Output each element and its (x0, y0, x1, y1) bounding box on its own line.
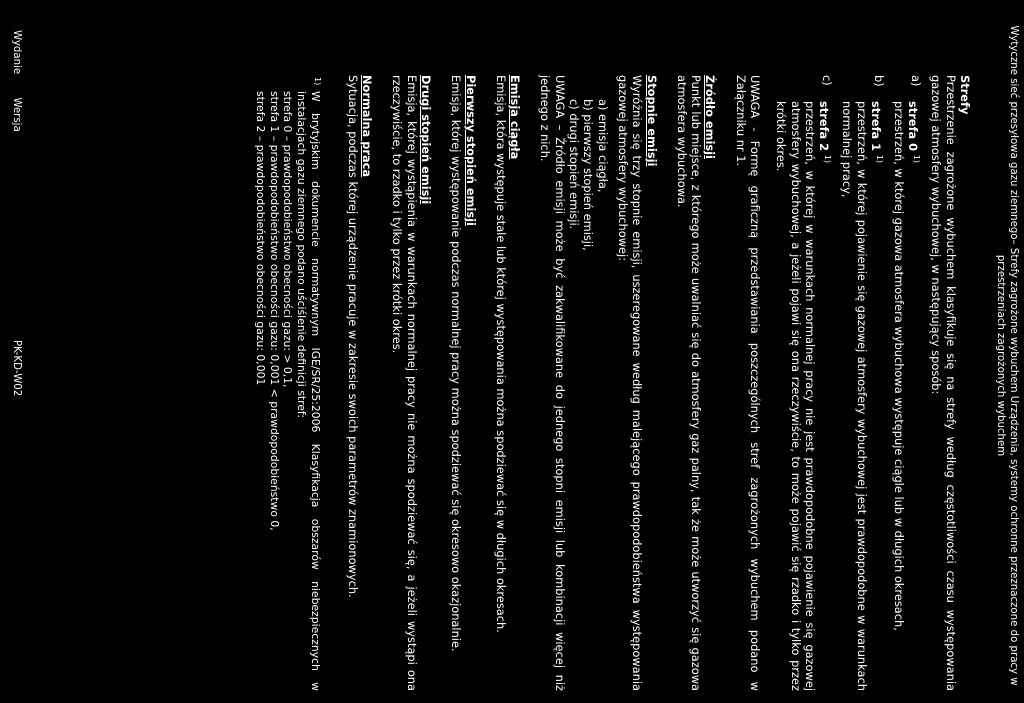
footnote-marker: 1) (312, 77, 322, 86)
heading-pierwszy-stopien: Pierwszy stopień emisji (463, 75, 478, 226)
document-body (254, 75, 976, 691)
strefy-intro: Przestrzenie zagrożone wybuchem klasyfikuje się na strefy według częstotliwości czasu występowania gazowej atmosfery wybuchowej, w następujący sposób: (929, 75, 958, 691)
document-header (994, 14, 1020, 697)
document-footer (10, 30, 23, 673)
strefa-1-sup: 1) (874, 154, 884, 163)
strefa-1-item (840, 75, 886, 691)
footnote-row: strefa 2 – prawdopodobieństwo obecności gazu: 0,001 (254, 91, 268, 386)
heading-stopnie-emisji: Stopnie emisji (644, 75, 659, 167)
strefa-0-text: przestrzeń, w której gazowa atmosfera wybuchowa występuje ciągle lub w długich okresach, (892, 101, 907, 631)
heading-zrodlo-emisji: Źródło emisji (703, 75, 718, 159)
footer-wersja: Wersja (11, 97, 22, 132)
footnote-row: strefa 1 – prawdopodobieństwo obecności gazu: 0,001 < prawdopodobieństwo 0, (267, 91, 281, 531)
strefa-1-title: strefa 1 (868, 101, 883, 152)
heading-emisja-ciagla: Emisja ciągła (508, 75, 523, 160)
heading-strefy: Strefy (958, 75, 972, 115)
strefa-2-text: przestrzeń, w której w warunkach normalnej pracy nie jest prawdopodobne pojawienie się gazowej atmosfery wybuchowej, a jeżeli pojawi się ona rzeczywiście, to może pojawić się rzadko i tylko przez krótki okres. (774, 101, 817, 691)
strefa-1-marker: b) (871, 75, 886, 87)
zrodlo-emisji-text: Punkt lub miejsce, z którego może uwalniać się do atmosfery gaz palny, tak że może utworzyć się gazowa atmosfera wybuchowa. (674, 75, 704, 691)
header-text: Wytyczne sieć przesyłowa gazu ziemnego– Strefy zagrożone wybuchem Urządzenia, systemy ochronne przeznaczone do pracy w przestrzeniach zagrożonych wybuchem (995, 25, 1019, 686)
footer-code: PK-KD-W02 (11, 340, 22, 397)
footnote (254, 75, 322, 691)
heading-normalna-praca: Normalna praca (360, 75, 375, 178)
strefa-2-marker: c) (820, 75, 835, 86)
list-item: b) pierwszy stopień emisji, (581, 99, 596, 251)
strefa-1-text: przestrzeń, w której pojawienie się gazowej atmosfery wybuchowej jest prawdopodobne w warunkach normalnej pracy, (840, 101, 869, 691)
strefa-0-item (892, 75, 923, 691)
emisja-ciagla-text: Emisja, która występuje stale lub której występowania można spodziewać się w długich okresach. (493, 75, 508, 633)
footnote-row: strefa 0 – prawdopodobieństwo obecności gazu: > 0,1, (281, 91, 295, 388)
footer-wydanie: Wydanie (11, 30, 22, 75)
footnote-text: W brytyjskim dokumencie normatywnym IGE/SR/25:2006 Klasyfikacja obszarów niebezpiecznych w instalacjach gazu ziemnego podano uściślenie definicji stref: (294, 91, 322, 691)
stopnie-uwaga: UWAGA – Źródło emisji może być zakwalifikowane do jednego stopni emisji lub kombinacji więcej niż jednego z nich. (538, 75, 567, 691)
strefa-0-marker: a) (909, 75, 924, 87)
strefa-0-title: strefa 0 (906, 101, 921, 152)
pierwszy-stopien-text: Emisja, której występowanie podczas normalnej pracy można spodziewać się okresowo okazjonalnie. (449, 75, 464, 652)
stopnie-list (567, 75, 610, 691)
normalna-praca-text: Sytuacja, podczas której urządzenie pracuje w zakresie swoich parametrów znamionowych. (345, 75, 360, 598)
list-item: a) emisja ciągła, (595, 99, 610, 193)
strefy-uwaga: UWAGA - Formę graficzną przedstawiania poszczególnych stref zagrożonych wybuchem podano w Załączniku nr 1. (733, 75, 763, 691)
stopnie-emisji-text: Wyróżnia się trzy stopnie emisji, uszeregowane według malejącego prawdopodobieństwa występowania gazowej atmosfery wybuchowej: (615, 75, 645, 691)
strefa-2-item (774, 75, 834, 691)
strefa-2-sup: 1) (823, 154, 833, 163)
strefa-2-title: strefa 2 (817, 101, 832, 152)
strefa-0-sup: 1) (912, 154, 922, 163)
drugi-stopien-text: Emisja, której wystąpienia w warunkach normalnej pracy nie można spodziewać się, a jeżeli wystąpi ona rzeczywiście, to rzadko i tylko przez krótki okres. (390, 75, 419, 691)
list-item: c) drugi stopień emisji. (567, 99, 582, 230)
heading-drugi-stopien: Drugi stopień emisji (419, 75, 433, 205)
